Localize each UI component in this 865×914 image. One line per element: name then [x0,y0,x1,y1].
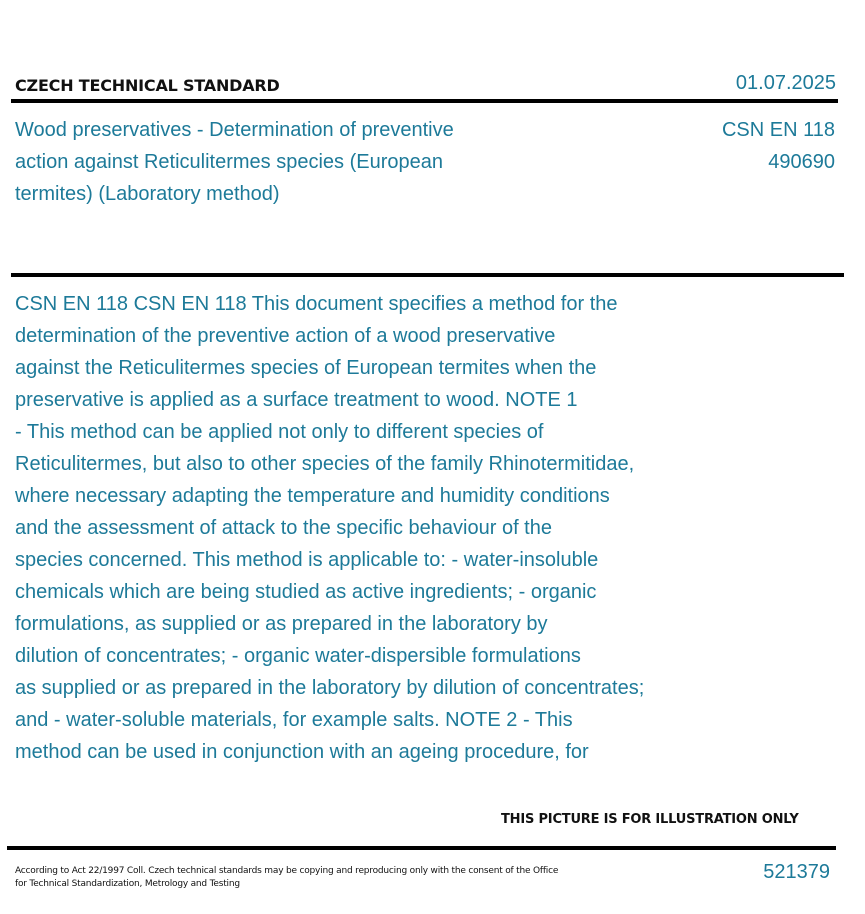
body-line: as supplied or as prepared in the laboratory by dilution of concentrates; [15,677,645,699]
body-line: dilution of concentrates; - organic water-dispersible formulations [15,645,581,667]
body-line: CSN EN 118 CSN EN 118 This document specifies a method for the [15,293,618,315]
body-line: Reticulitermes, but also to other species of the family Rhinotermitidae, [15,453,635,475]
footer-number: 521379 [763,861,830,883]
header-label: CZECH TECHNICAL STANDARD [15,76,280,95]
title-divider [11,273,844,277]
illustration-note: THIS PICTURE IS FOR ILLUSTRATION ONLY [501,812,799,827]
class-number: 490690 [768,151,835,173]
code-block [722,114,835,178]
title-line: termites) (Laboratory method) [15,183,280,205]
footer-line: for Technical Standardization, Metrology and Testing [15,879,240,889]
body-line: chemicals which are being studied as active ingredients; - organic [15,581,597,603]
header-divider [11,99,838,103]
title-line: action against Reticulitermes species (European [15,151,443,173]
body-line: preservative is applied as a surface treatment to wood. NOTE 1 [15,389,578,411]
footer-legal-text [15,865,595,891]
body-line: and the assessment of attack to the specific behaviour of the [15,517,552,539]
body-line: determination of the preventive action of a wood preservative [15,325,556,347]
title-line: Wood preservatives - Determination of preventive [15,119,454,141]
header-date: 01.07.2025 [735,72,836,94]
footer-line: According to Act 22/1997 Coll. Czech technical standards may be copying and reproducing only with the consent of the Office [15,866,559,876]
document-title [15,114,515,210]
body-line: formulations, as supplied or as prepared in the laboratory by [15,613,548,635]
body-line: method can be used in conjunction with an ageing procedure, for [15,741,589,763]
body-line: where necessary adapting the temperature and humidity conditions [15,485,610,507]
footer-divider [7,846,836,850]
body-text [15,288,715,768]
body-line: - This method can be applied not only to different species of [15,421,544,443]
body-line: species concerned. This method is applicable to: - water-insoluble [15,549,599,571]
body-line: against the Reticulitermes species of European termites when the [15,357,597,379]
body-line: and - water-soluble materials, for example salts. NOTE 2 - This [15,709,573,731]
standard-code: CSN EN 118 [721,119,835,141]
